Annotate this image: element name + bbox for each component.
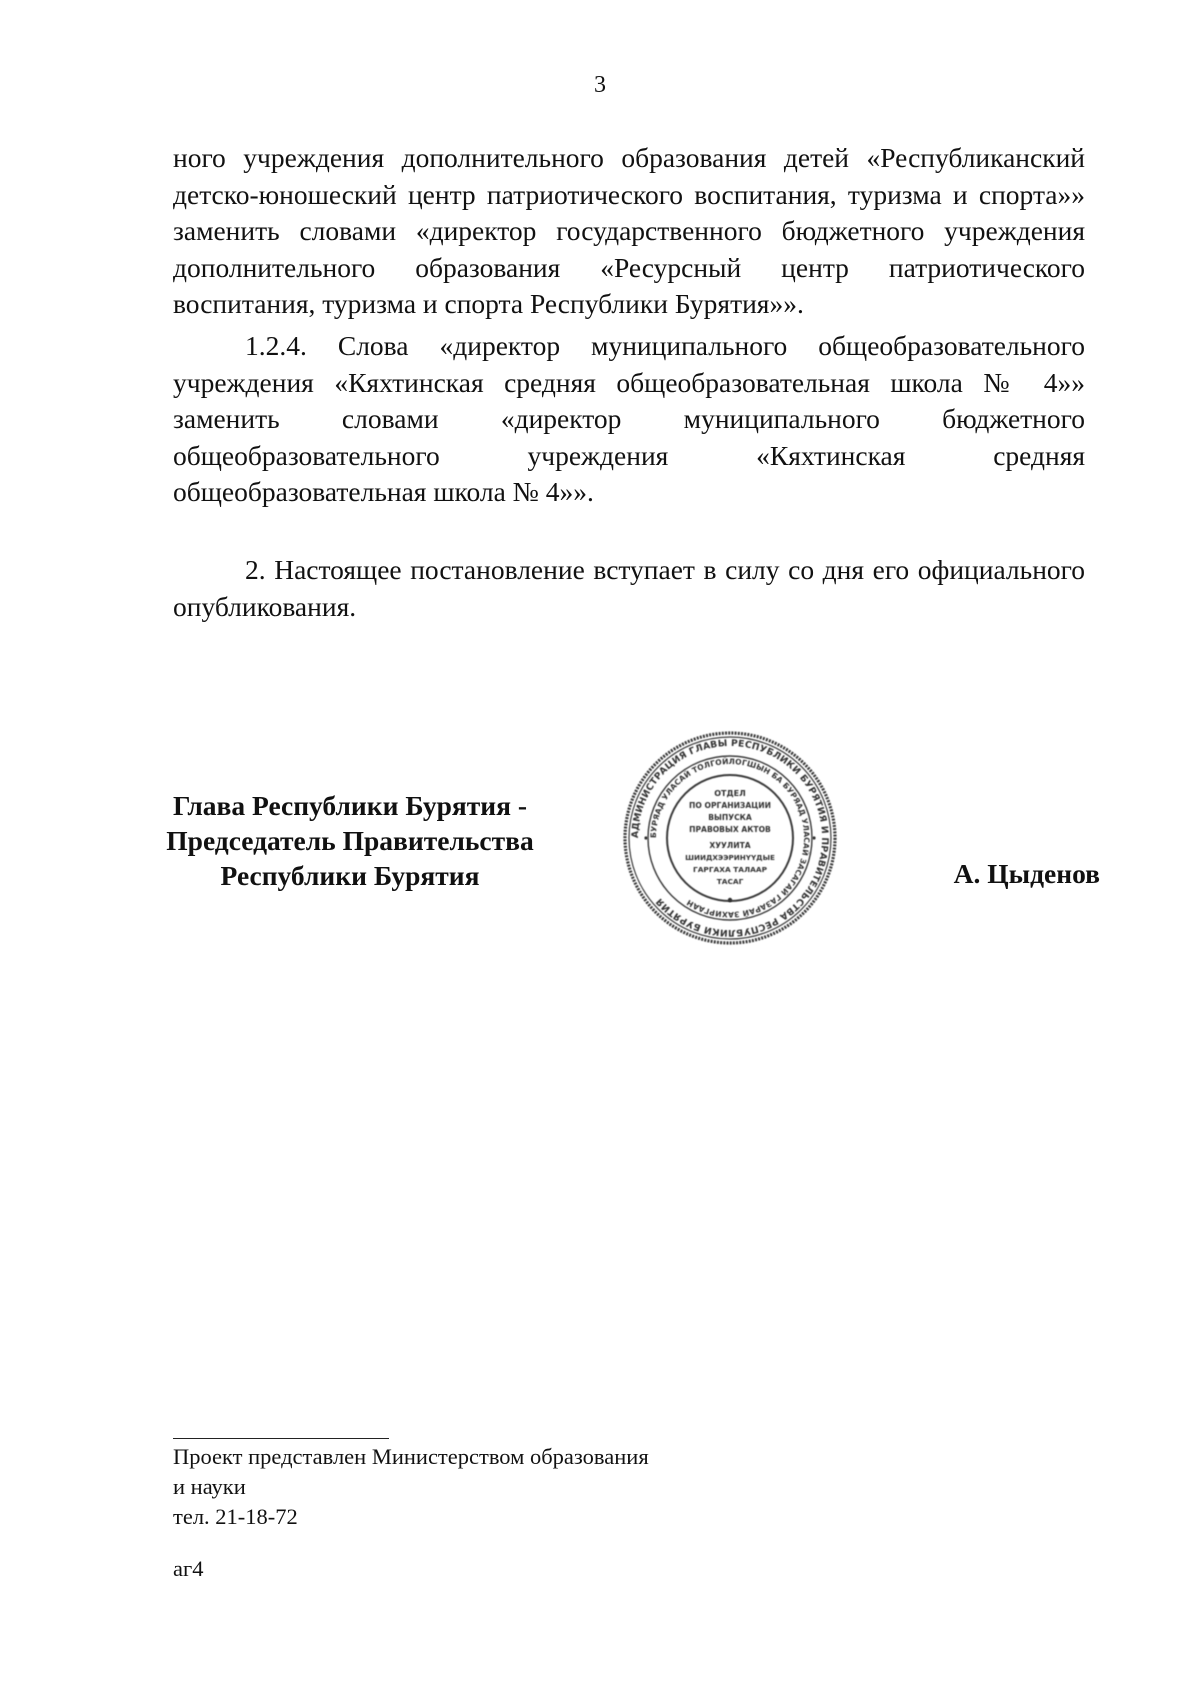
seal-inner-ring-text: БУРЯАД УЛАСАЙ ТОЛГОЙЛОГШЫН БА БУРЯАД УЛАСАЙ ЗАСАГАЙ ГАЗАРАЙ ЗАХИРГААН (648, 756, 812, 920)
svg-text:АДМИНИСТРАЦИЯ ГЛАВЫ РЕСПУБЛИКИ (630, 738, 830, 938)
seal-center-text: ПРАВОВЫХ АКТОВ (689, 825, 771, 834)
footer-note-line: и науки (173, 1474, 246, 1499)
seal-center-text: ОТДЕЛ (714, 789, 746, 798)
page-number: 3 (594, 72, 606, 98)
seal-center-text: ПО ОРГАНИЗАЦИИ (689, 801, 771, 810)
footer-phone: тел. 21-18-72 (173, 1504, 298, 1529)
seal-center-text: ГАРГАХА ТАЛААР (692, 865, 768, 874)
seal-center-text: ХУУЛИТА (709, 841, 751, 850)
seal-dot-icon (644, 836, 647, 839)
document-code: аг4 (173, 1556, 204, 1581)
footer-note (173, 1442, 649, 1532)
body-paragraph-item-1-2-4: 1.2.4. Слова «директор муниципального общеобразовательного учреждения «Кяхтинская средняя общеобразовательная школа № 4»» заменить словами «директор муниципального бюджетного общеобразовательного учреждения «Кяхтинская средняя общеобразовательная школа № 4»». (173, 330, 1085, 507)
seal-center-text: ШИИДХЭЭРИНҮҮДЫЕ (685, 853, 775, 862)
signatory-position-line: Председатель Правительства (166, 825, 534, 856)
signatory-position-line: Республики Бурятия (220, 860, 480, 891)
footer-divider (173, 1438, 389, 1439)
signatory-position-line: Глава Республики Бурятия - (172, 790, 528, 821)
seal-center-text: ТАСАГ (716, 877, 744, 886)
signatory-name: А. Цыденов (953, 858, 1100, 889)
official-seal-stamp (622, 730, 838, 946)
seal-center-text: ВЫПУСКА (708, 813, 752, 822)
body-paragraph-effective-date: 2. Настоящее постановление вступает в силу со дня его официального опубликования. (173, 554, 1085, 622)
seal-dot-icon (812, 836, 815, 839)
svg-text:БУРЯАД УЛАСАЙ ТОЛГОЙЛОГШЫН БА (649, 757, 811, 919)
seal-outer-text: АДМИНИСТРАЦИЯ ГЛАВЫ РЕСПУБЛИКИ БУРЯТИЯ И ПРАВИТЕЛЬСТВА РЕСПУБЛИКИ БУРЯТИЯ (629, 737, 831, 939)
footer-note-line: Проект представлен Министерством образования (173, 1444, 649, 1469)
seal-dot-icon (728, 898, 732, 902)
signatory-position (150, 788, 550, 893)
body-paragraph-continuation: ного учреждения дополнительного образования детей «Республиканский детско-юношеский центр патриотического воспитания, туризма и спорта»» заменить словами «директор государственного бюджетного учреждения дополнительного образования «Ресурсный центр патриотического воспитания, туризма и спорта Республики Бурятия»». (173, 142, 1085, 319)
